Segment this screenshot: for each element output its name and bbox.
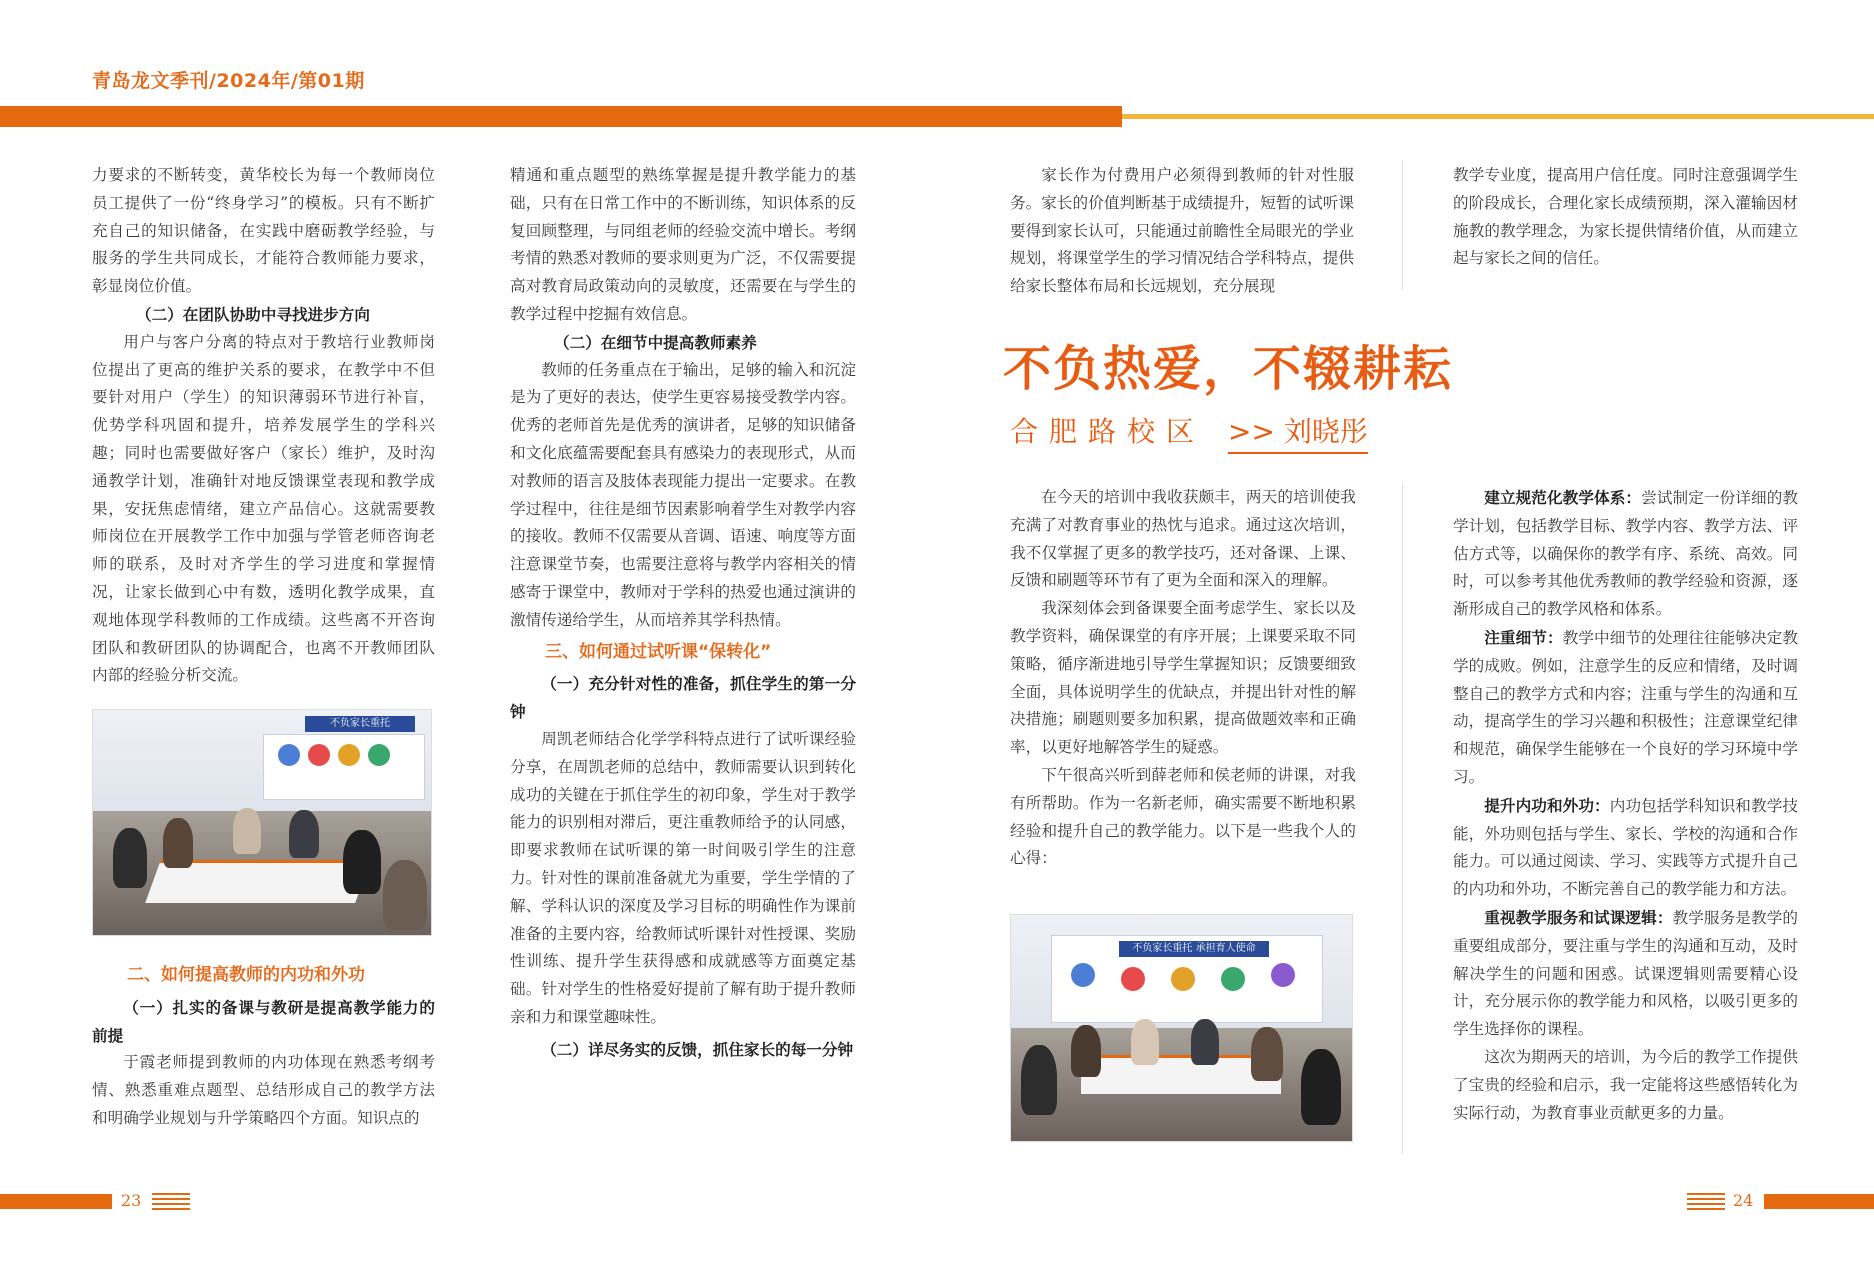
paragraph: 用户与客户分离的特点对于教培行业教师岗位提出了更高的维护关系的要求，在教学中不但要针对用户（学生）的知识薄弱环节进行补盲，优势学科巩固和提升，培养发展学生的学科兴趣；同时也需要做好客户（家长）维护，及时沟通教学计划，准确针对地反馈课堂表现和教学成果，安抚焦虑情绪，建立产品信心。这就需要教师岗位在开展教学工作中加强与学管老师咨询老师的联系，及时对齐学生的学习进度和掌握情况，让家长做到心中有数，透明化教学成果，直观地体现学科教师的工作成绩。这些离不开咨询团队和教研团队的协调配合，也离不开教师团队内部的经验分析交流。 [92,332,435,685]
photo-person [1071,1025,1101,1077]
section-heading: 二、如何提高教师的内功和外功 [127,965,365,985]
paragraph [1453,792,1798,904]
paragraph-text: 内功包括学科知识和教学技能，外功则包括与学生、家长、学校的沟通和合作能力。可以通过阅读、学习、实践等方式提升自己的内功和外功，不断完善自己的教学能力和方法。 [1453,796,1798,899]
paragraph [1453,624,1798,792]
bold-lead: 注重细节： [1484,627,1563,647]
right-page-top-column-1 [1010,162,1354,310]
photo-circle [368,744,390,766]
subheading: （二）在团队协助中寻找进步方向 [136,304,370,324]
bold-lead: 建立规范化教学体系： [1484,488,1642,507]
paragraph: 周凯老师结合化学学科特点进行了试听课经验分享，在周凯老师的总结中，教师需要认识到转化成功的关键在于抓住学生的初印象，学生对于教学能力的识别相对滞后，更注重教师给予的认同感，即要求教师在试听课的第一时间吸引学生的注意力。针对性的课前准备就尤为重要，学生学情的了解、学科认识的深度及学习目标的明确性作为课前准备的主要内容，给教师试听课针对性授课、奖励性训练、提升学生获得感和成就感等方面奠定基础。针对学生的性格爱好提前了解有助于提升教师亲和力和课堂趣味性。 [510,729,856,1026]
paragraph: 在今天的培训中我收获颇丰，两天的培训使我充满了对教育事业的热忱与追求。通过这次培训，我不仅掌握了更多的教学技巧，还对备课、上课、反馈和刷题等环节有了更为全面和深入的理解。 [1010,488,1356,590]
magazine-issue-title: 青岛龙文季刊/2024年/第01期 [92,70,365,92]
right-page-column-4 [1453,484,1798,1159]
photo-person [1301,1049,1341,1125]
photo-circle [308,744,330,766]
photo-circle [1121,967,1145,991]
photo-circle [1271,963,1295,987]
paragraph: 于霞老师提到教师的内功体现在熟悉考纲考情、熟悉重难点题型、总结形成自己的教学方法和明确学业规划与升学策略四个方面。知识点的 [92,1053,435,1127]
photo-person [113,828,147,888]
footer-lines-icon [152,1193,190,1211]
paragraph: 家长作为付费用户必须得到教师的针对性服务。家长的价值判断基于成绩提升，短暂的试听课要得到家长认可，只能通过前瞻性全局眼光的学业规划，将课堂学生的学习情况结合学科特点，提供给家长整体布局和长远规划，充分展现 [1010,166,1354,296]
paragraph: 精通和重点题型的熟练掌握是提升教学能力的基础，只有在日常工作中的不断训练，知识体系的反复回顾整理，与同组老师的经验交流中增长。考纲考情的熟悉对教师的要求则更为广泛，不仅需要提高对教育局政策动向的灵敏度，还需要在与学生的教学过程中挖掘有效信息。 [510,166,856,323]
section-heading: 三、如何通过试听课“保转化” [545,641,772,662]
subheading: （一）充分针对性的准备，抓住学生的第一分钟 [510,674,856,722]
training-photo-right [1010,914,1353,1142]
page-number-left: 23 [121,1191,142,1210]
right-page-column-3 [1010,484,1356,900]
campus-name: 合肥路校区 [1010,415,1206,448]
photo-person [1131,1019,1159,1065]
photo-banner-text: 不负家长重托 [305,716,415,732]
paragraph: 教学专业度，提高用户信任度。同时注意强调学生的阶段成长，合理化家长成绩预期，深入灌输因材施教的教学理念，为家长提供情绪价值，从而建立起与家长之间的信任。 [1453,166,1798,268]
subheading: （二）详尽务实的反馈，抓住家长的每一分钟 [541,1039,854,1059]
photo-person [343,830,381,894]
left-page-column-1 [92,162,435,708]
paragraph: 下午很高兴听到薛老师和侯老师的讲课，对我有所帮助。作为一名新老师，确实需要不断地积累经验和提升自己的教学能力。以下是一些我个人的心得： [1010,765,1356,868]
photo-person [233,808,261,854]
photo-person [383,860,427,930]
paragraph-text: 尝试制定一份详细的教学计划，包括教学目标、教学内容、教学方法、评估方式等，以确保你的教学有序、系统、高效。同时，可以参考其他优秀教师的教学经验和资源，逐渐形成自己的教学风格和体系。 [1453,489,1798,619]
photo-circle [1171,967,1195,991]
bold-lead: 重视教学服务和试课逻辑： [1484,907,1673,927]
author-byline: >> 刘晓彤 [1228,410,1368,454]
header-bar-orange [0,106,1122,127]
training-photo-left [92,709,432,936]
photo-person [1191,1019,1219,1065]
footer-bar-left [0,1194,112,1209]
photo-circle [1221,967,1245,991]
paragraph: 我深刻体会到备课要全面考虑学生、家长以及教学资料，确保课堂的有序开展；上课要采取不同策略，循序渐进地引导学生掌握知识；反馈要细致全面，具体说明学生的优缺点，并提出针对性的解决措施；刷题则要多加积累，提高做题效率和正确率，以更好地解答学生的疑惑。 [1010,599,1356,757]
photo-circle [1071,963,1095,987]
subheading: （二）在细节中提高教师素养 [554,332,757,352]
left-page-column-2 [510,162,856,1137]
article-headline: 不负热爱，不辍耕耘 [1003,341,1454,397]
subheading: （一）扎实的备课与教研是提高教学能力的前提 [92,997,435,1045]
photo-banner-text: 不负家长重托 承担育人使命 [1119,941,1269,957]
paragraph: 教师的任务重点在于输出，足够的输入和沉淀是为了更好的表达，使学生更容易接受教学内容。优秀的老师首先是优秀的演讲者，足够的知识储备和文化底蕴需要配套具有感染力的表现形式，从而对教师的语言及肢体表现能力提出一定要求。在教学过程中，往往是细节因素影响着学生对教学内容的接收。教师不仅需要从音调、语速、响度等方面注意课堂节奏，也需要注意将与教学内容相关的情感寄于课堂中，教师对于学科的热爱也通过演讲的激情传递给学生，从而培养其学科热情。 [510,360,856,629]
photo-person [289,810,319,858]
paragraph: 这次为期两天的培训，为今后的教学工作提供了宝贵的经验和启示，我一定能将这些感悟转化为实际行动，为教育事业贡献更多的力量。 [1453,1047,1798,1122]
paragraph-text: 教学中细节的处理往往能够决定教学的成败。例如，注意学生的反应和情绪，及时调整自己的教学方式和内容；注重与学生的沟通和互动，提高学生的学习兴趣和积极性；注意课堂纪律和规范，确保学生能够在一个良好的学习环境中学习。 [1453,628,1798,786]
paragraph-text: 教学服务是教学的重要组成部分，要注重与学生的沟通和互动，及时解决学生的问题和困惑。试课逻辑则需要精心设计，充分展示你的教学能力和风格，以吸引更多的学生选择你的课程。 [1453,908,1798,1039]
footer-lines-icon [1687,1193,1725,1211]
photo-circle [278,744,300,766]
bold-lead: 提升内功和外功： [1484,795,1610,815]
left-page-column-1-bottom [92,958,435,1138]
paragraph: 力要求的不断转变，黄华校长为每一个教师岗位员工提供了一份“终身学习”的模板。只有不断扩充自己的知识储备，在实践中磨砺教学经验，与服务的学生共同成长，才能符合教师能力要求，彰显岗位价值。 [92,166,435,296]
right-page-top-column-2 [1453,162,1798,282]
paragraph [1453,904,1798,1044]
footer-bar-right [1764,1194,1874,1209]
photo-person [163,818,193,868]
paragraph [1453,484,1798,624]
photo-circle [338,744,360,766]
photo-person [1251,1027,1283,1081]
column-divider [1402,160,1403,290]
page-number-right: 24 [1733,1191,1754,1210]
column-divider [1402,484,1403,1154]
header-bar-yellow [1122,114,1874,119]
photo-person [1021,1045,1057,1115]
